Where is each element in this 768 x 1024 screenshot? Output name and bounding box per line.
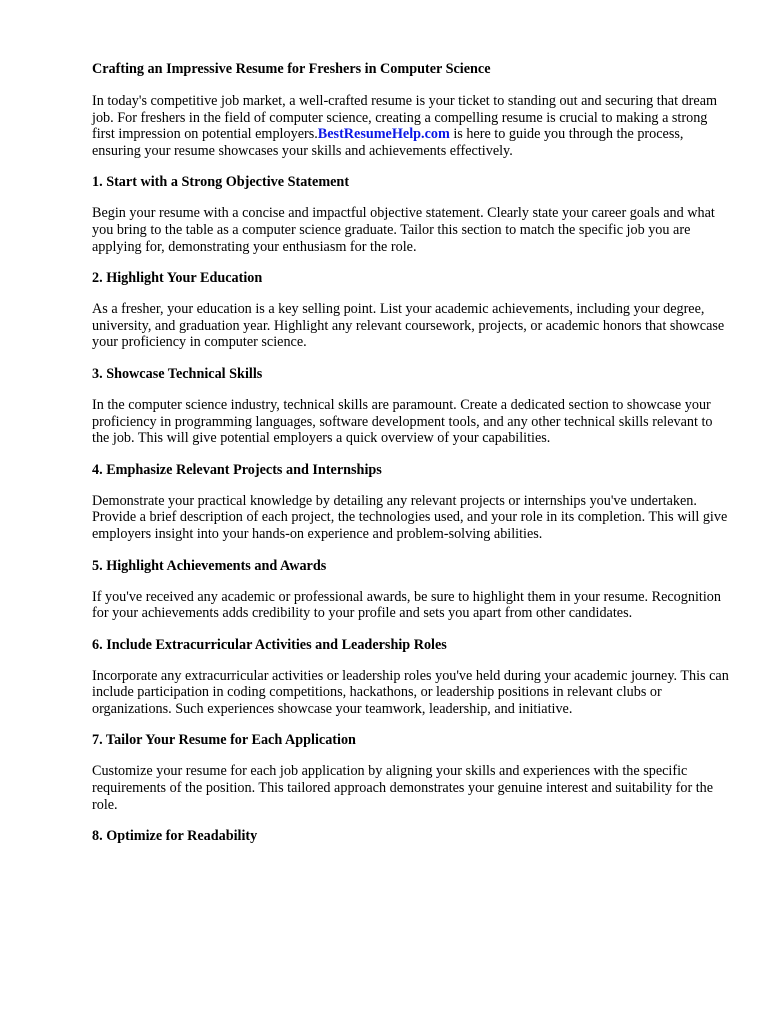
section-body-extracurricular: Incorporate any extracurricular activities or leadership roles you've held during your academic journey. This can include participation in coding competitions, hackathons, or leadership positions in relevant clubs or organizations. Such experiences showcase your teamwork, leadership, and initiative. [92,667,729,717]
intro-text-after-link: is here to guide you through the process, ensuring your resume showcases your skills and achievements effectively. [92,126,684,159]
section-body-education: As a fresher, your education is a key selling point. List your academic achievements, including your degree, university, and graduation year. Highlight any relevant coursework, projects, or academic honors that showcase your proficiency in computer science. [92,301,725,351]
document-page [92,60,732,859]
intro-text-before-link: In today's competitive job market, a well-crafted resume is your ticket to standing out and securing that dream job. For freshers in the field of computer science, creating a compelling resume is crucial to making a strong first impression on potential employers. [92,93,718,143]
section-body-technical-skills: In the computer science industry, technical skills are paramount. Create a dedicated section to showcase your proficiency in programming languages, software development tools, and any other technical skills relevant to the job. This will give potential employers a quick overview of your capabilities. [92,396,713,447]
section-heading-readability: 8. Optimize for Readability [92,828,258,845]
document-title: Crafting an Impressive Resume for Freshers in Computer Science [92,61,491,77]
intro-paragraph [92,93,732,159]
section-heading-objective: 1. Start with a Strong Objective Statement [92,174,350,191]
section-body-projects: Demonstrate your practical knowledge by detailing any relevant projects or internships you've undertaken. Provide a brief description of each project, the technologies used, and your role in its completion. This will give employers insight into your hands-on experience and problem-solving abilities. [92,492,728,542]
section-heading-projects: 4. Emphasize Relevant Projects and Internships [92,461,382,478]
section-heading-technical-skills: 3. Showcase Technical Skills [92,365,263,382]
section-body-achievements: If you've received any academic or professional awards, be sure to highlight them in your resume. Recognition for your achievements adds credibility to your profile and sets you apart from other candidates. [92,588,721,622]
section-body-tailor-resume: Customize your resume for each job application by aligning your skills and experiences with the specific requirements of the position. This tailored approach demonstrates your genuine interest and suitability for the role. [92,763,714,813]
best-resume-help-link[interactable]: BestResumeHelp.com [317,126,450,143]
section-heading-education: 2. Highlight Your Education [92,270,263,287]
section-heading-achievements: 5. Highlight Achievements and Awards [92,557,327,574]
section-heading-tailor-resume: 7. Tailor Your Resume for Each Application [92,732,356,749]
section-body-objective: Begin your resume with a concise and impactful objective statement. Clearly state your career goals and what you bring to the table as a computer science graduate. Tailor this section to match the specific job you are applying for, demonstrating your enthusiasm for the role. [92,205,715,255]
section-heading-extracurricular: 6. Include Extracurricular Activities and Leadership Roles [92,636,447,653]
